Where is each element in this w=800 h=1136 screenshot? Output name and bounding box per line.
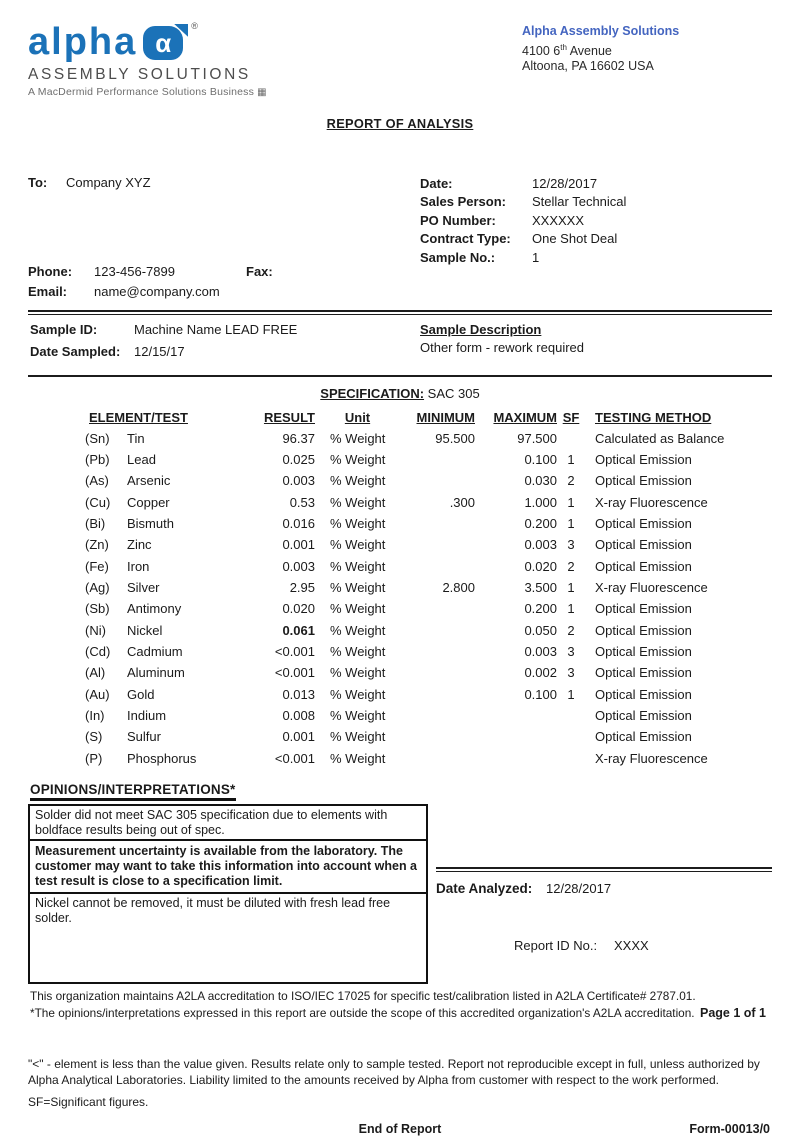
address-street — [522, 40, 772, 60]
cell-name: Nickel — [127, 622, 163, 638]
cell-symbol: (S) — [85, 729, 103, 745]
cell-symbol: (Ni) — [85, 622, 106, 638]
cell-result: 0.016 — [282, 516, 315, 532]
company-name: Alpha Assembly Solutions — [522, 24, 680, 38]
cell-symbol: (In) — [85, 708, 105, 724]
cell-unit: % Weight — [330, 558, 386, 574]
cell-unit: % Weight — [330, 665, 386, 681]
results-table — [85, 408, 772, 770]
cell-maximum: 0.020 — [524, 558, 557, 574]
company-address — [522, 24, 772, 75]
cell-unit: % Weight — [330, 708, 386, 724]
date-sampled-label: Date Sampled: — [30, 343, 121, 359]
cell-method: X-ray Fluorescence — [595, 580, 708, 596]
sample-description-label: Sample Description — [420, 321, 542, 337]
cell-unit: % Weight — [330, 601, 386, 617]
cell-minimum: 2.800 — [442, 580, 475, 596]
cell-result: <0.001 — [274, 750, 315, 766]
address-street-ordinal: th — [560, 42, 567, 52]
cell-maximum: 97.500 — [517, 430, 557, 446]
opinions-box — [28, 804, 428, 984]
cell-name: Cadmium — [127, 644, 183, 660]
phone-label: Phone: — [28, 263, 73, 279]
cell-unit: % Weight — [330, 473, 386, 489]
sample-id-block — [30, 322, 420, 366]
date-label: Date: — [420, 175, 453, 191]
cell-method: Optical Emission — [595, 558, 692, 574]
table-row — [85, 556, 772, 577]
cell-maximum: 0.100 — [524, 452, 557, 468]
cell-maximum: 0.200 — [524, 601, 557, 617]
accreditation-block — [30, 988, 772, 1021]
macdermid-icon: ▦ — [257, 86, 267, 98]
cell-result: 0.001 — [282, 729, 315, 745]
po-number-value: XXXXXX — [532, 212, 585, 228]
col-header-maximum: MAXIMUM — [493, 410, 557, 425]
cell-maximum: 0.003 — [524, 537, 557, 553]
cell-result: <0.001 — [274, 665, 315, 681]
footer-disclaimer: "<" - element is less than the value given. Results relate only to sample tested. Report not reproducible except in full, unless authorized by Alpha Analytical Laboratories. Liability limited to the amounts received by Alpha from customer with respect to the work performed. — [28, 1057, 760, 1087]
cell-symbol: (Bi) — [85, 516, 106, 532]
cell-symbol: (Fe) — [85, 558, 109, 574]
header — [28, 22, 772, 98]
cell-sf: 1 — [567, 686, 575, 702]
address-street-number: 4100 6 — [522, 43, 561, 58]
cell-sf: 3 — [567, 537, 575, 553]
cell-result: 0.003 — [282, 558, 315, 574]
cell-method: Optical Emission — [595, 708, 692, 724]
footer-end-row — [28, 1122, 772, 1136]
cell-result: 0.001 — [282, 537, 315, 553]
contract-type-label: Contract Type: — [420, 231, 511, 247]
cell-method: Optical Emission — [595, 452, 692, 468]
cell-symbol: (Au) — [85, 686, 110, 702]
alpha-logo — [28, 22, 267, 98]
cell-sf: 3 — [567, 665, 575, 681]
cell-symbol: (Al) — [85, 665, 106, 681]
cell-symbol: (P) — [85, 750, 103, 766]
cell-unit: % Weight — [330, 516, 386, 532]
table-row — [85, 513, 772, 534]
cell-sf: 1 — [567, 452, 575, 468]
cell-unit: % Weight — [330, 686, 386, 702]
cell-result: 2.95 — [289, 580, 315, 596]
cell-unit: % Weight — [330, 452, 386, 468]
cell-sf: 1 — [567, 494, 575, 510]
cell-method: Optical Emission — [595, 516, 692, 532]
divider-double-analysis — [436, 867, 772, 872]
table-row — [85, 705, 772, 726]
cell-unit: % Weight — [330, 729, 386, 745]
email-label: Email: — [28, 283, 68, 299]
cell-symbol: (Pb) — [85, 452, 110, 468]
col-header-element: ELEMENT/TEST — [89, 410, 188, 425]
cell-method: X-ray Fluorescence — [595, 750, 708, 766]
sales-person-value: Stellar Technical — [532, 194, 627, 210]
cell-unit: % Weight — [330, 494, 386, 510]
table-row — [85, 641, 772, 662]
sample-no-label: Sample No.: — [420, 249, 496, 265]
cell-symbol: (Zn) — [85, 537, 109, 553]
cell-symbol: (As) — [85, 473, 109, 489]
cell-symbol: (Sn) — [85, 430, 110, 446]
cell-name: Zinc — [127, 537, 152, 553]
cell-unit: % Weight — [330, 580, 386, 596]
cell-method: Optical Emission — [595, 601, 692, 617]
date-sampled-value: 12/15/17 — [134, 343, 185, 359]
cell-name: Phosphorus — [127, 750, 197, 766]
phone-value: 123-456-7899 — [94, 263, 175, 279]
cell-maximum: 0.050 — [524, 622, 557, 638]
cell-method: Optical Emission — [595, 537, 692, 553]
address-city: Altoona, PA 16602 USA — [522, 59, 654, 74]
cell-maximum: 1.000 — [524, 494, 557, 510]
cell-maximum: 0.003 — [524, 644, 557, 660]
table-row — [85, 662, 772, 683]
cell-sf: 2 — [567, 558, 575, 574]
info-section — [28, 175, 772, 299]
cell-unit: % Weight — [330, 644, 386, 660]
fax-label: Fax: — [246, 263, 273, 279]
cell-name: Bismuth — [127, 516, 174, 532]
report-id-value: XXXX — [614, 938, 649, 953]
sample-id-value: Machine Name LEAD FREE — [134, 321, 298, 337]
to-label: To: — [28, 174, 48, 190]
cell-name: Indium — [127, 708, 167, 724]
cell-result: 0.020 — [282, 601, 315, 617]
cell-name: Gold — [127, 686, 155, 702]
cell-method: Optical Emission — [595, 473, 692, 489]
table-row — [85, 449, 772, 470]
cell-minimum: 95.500 — [435, 430, 475, 446]
table-row — [85, 577, 772, 598]
cell-name: Sulfur — [127, 729, 161, 745]
page-indicator: Page 1 of 1 — [700, 1005, 766, 1020]
cell-sf: 2 — [567, 473, 575, 489]
cell-result: 0.003 — [282, 473, 315, 489]
cell-result: 0.025 — [282, 452, 315, 468]
analysis-block — [436, 804, 772, 984]
cell-name: Arsenic — [127, 473, 171, 489]
cell-method: Calculated as Balance — [595, 430, 725, 446]
cell-result: 0.061 — [282, 622, 315, 638]
address-street-name: Avenue — [566, 43, 612, 58]
sample-description-block — [420, 322, 772, 366]
to-value: Company XYZ — [66, 174, 151, 190]
cell-result: <0.001 — [274, 644, 315, 660]
sample-section — [28, 315, 772, 375]
email-value: name@company.com — [94, 283, 220, 299]
cell-sf: 1 — [567, 516, 575, 532]
po-number-label: PO Number: — [420, 212, 496, 228]
registered-mark: ® — [191, 21, 198, 31]
col-header-sf: SF — [562, 410, 580, 425]
cell-name: Copper — [127, 494, 170, 510]
accreditation-line1: This organization maintains A2LA accreditation to ISO/IEC 17025 for specific test/calibration listed in A2LA Certificate# 2787.01. — [30, 989, 696, 1003]
table-row — [85, 726, 772, 747]
alpha-logo-wordmark: alpha — [28, 21, 138, 63]
opinion-note: Solder did not meet SAC 305 specification due to elements with boldface results being out of spec. — [30, 806, 426, 841]
date-analyzed-label: Date Analyzed: — [436, 881, 533, 896]
alpha-logo-icon — [143, 22, 189, 62]
cell-name: Silver — [127, 580, 160, 596]
report-id-label: Report ID No.: — [514, 938, 598, 953]
cell-sf: 3 — [567, 644, 575, 660]
col-header-unit: Unit — [344, 410, 371, 425]
cell-result: 0.008 — [282, 708, 315, 724]
cell-name: Lead — [127, 452, 156, 468]
cell-sf: 2 — [567, 622, 575, 638]
divider-thick — [28, 375, 772, 377]
cell-symbol: (Sb) — [85, 601, 110, 617]
table-row — [85, 470, 772, 491]
cell-symbol: (Ag) — [85, 580, 110, 596]
contract-type-value: One Shot Deal — [532, 231, 618, 247]
opinion-note: Nickel cannot be removed, it must be diluted with fresh lead free solder. — [35, 896, 391, 925]
cell-result: 96.37 — [282, 430, 315, 446]
sample-id-label: Sample ID: — [30, 321, 98, 337]
cell-unit: % Weight — [330, 537, 386, 553]
end-of-report-label: End of Report — [358, 1122, 442, 1136]
results-table-header — [85, 408, 772, 428]
cell-unit: % Weight — [330, 622, 386, 638]
col-header-method: TESTING METHOD — [595, 410, 712, 425]
form-number: Form-00013/0 — [689, 1122, 770, 1136]
cell-result: 0.53 — [289, 494, 315, 510]
cell-name: Iron — [127, 558, 150, 574]
cell-minimum: .300 — [449, 494, 475, 510]
cell-symbol: (Cu) — [85, 494, 111, 510]
report-title: REPORT OF ANALYSIS — [326, 115, 474, 131]
accreditation-line2: *The opinions/interpretations expressed in this report are outside the scope of this accredited organization's A2LA accreditation. — [30, 1005, 695, 1020]
table-row — [85, 534, 772, 555]
sales-person-label: Sales Person: — [420, 194, 506, 210]
specification-label: SPECIFICATION: — [320, 385, 425, 401]
sample-description-value: Other form - rework required — [420, 339, 584, 355]
cell-name: Antimony — [127, 601, 182, 617]
opinion-note: Measurement uncertainty is available from the laboratory. The customer may want to take this information into account when a test result is close to a specification limit. — [30, 841, 426, 894]
opinions-section — [28, 804, 772, 984]
order-info-block — [420, 175, 772, 299]
table-row — [85, 598, 772, 619]
cell-sf: 1 — [567, 601, 575, 617]
sample-no-value: 1 — [532, 249, 540, 265]
cell-result: 0.013 — [282, 686, 315, 702]
table-row — [85, 748, 772, 769]
cell-maximum: 0.200 — [524, 516, 557, 532]
cell-method: Optical Emission — [595, 729, 692, 745]
table-row — [85, 428, 772, 449]
logo-subtitle: ASSEMBLY SOLUTIONS — [28, 66, 251, 83]
cell-method: X-ray Fluorescence — [595, 494, 708, 510]
col-header-minimum: MINIMUM — [416, 410, 475, 425]
cell-method: Optical Emission — [595, 622, 692, 638]
cell-unit: % Weight — [330, 750, 386, 766]
cell-symbol: (Cd) — [85, 644, 111, 660]
cell-name: Aluminum — [127, 665, 185, 681]
cell-sf: 1 — [567, 580, 575, 596]
cell-name: Tin — [127, 430, 145, 446]
specification-value: SAC 305 — [427, 385, 480, 401]
cell-unit: % Weight — [330, 430, 386, 446]
table-row — [85, 492, 772, 513]
cell-maximum: 3.500 — [524, 580, 557, 596]
opinions-heading: OPINIONS/INTERPRETATIONS* — [30, 782, 236, 801]
date-analyzed-value: 12/28/2017 — [546, 881, 612, 896]
cell-maximum: 0.002 — [524, 665, 557, 681]
logo-tagline — [28, 87, 267, 98]
logo-tagline-text: A MacDermid Performance Solutions Business — [28, 85, 255, 98]
footer-sf-note: SF=Significant figures. — [28, 1095, 149, 1109]
results-table-body — [85, 428, 772, 770]
spacer — [28, 190, 420, 264]
date-value: 12/28/2017 — [532, 175, 598, 191]
table-row — [85, 684, 772, 705]
cell-method: Optical Emission — [595, 665, 692, 681]
table-row — [85, 620, 772, 641]
alpha-glyph: α — [155, 28, 172, 58]
specification-line — [28, 386, 772, 401]
recipient-block — [28, 175, 420, 299]
col-header-result: RESULT — [263, 410, 315, 425]
cell-maximum: 0.100 — [524, 686, 557, 702]
cell-method: Optical Emission — [595, 644, 692, 660]
cell-maximum: 0.030 — [524, 473, 557, 489]
cell-method: Optical Emission — [595, 686, 692, 702]
